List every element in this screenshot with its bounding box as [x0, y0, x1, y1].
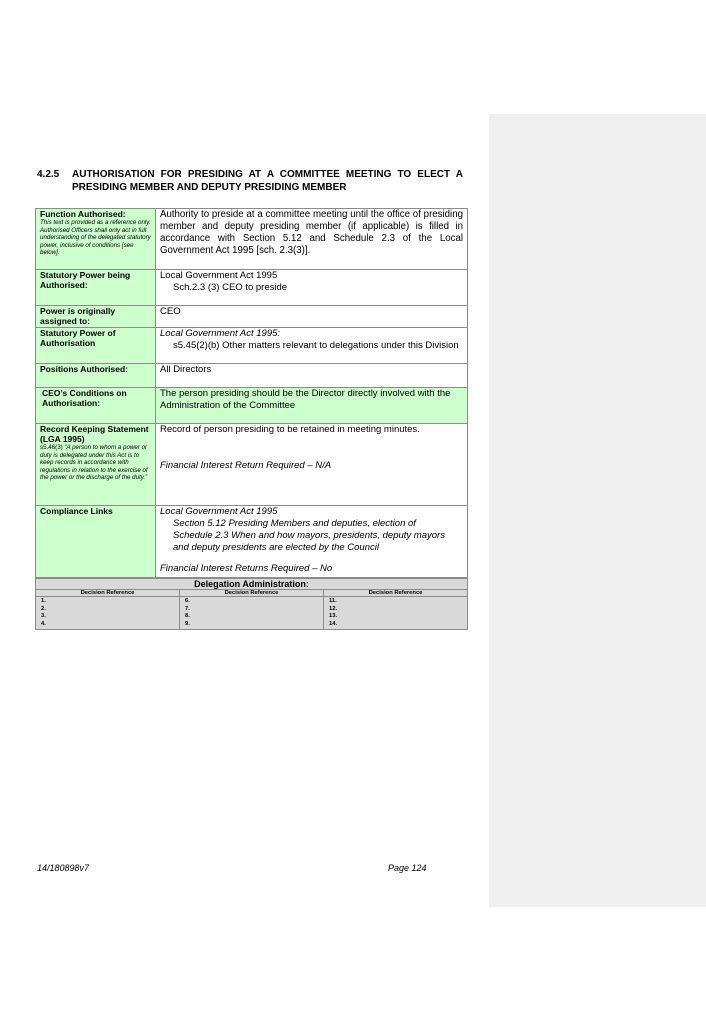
- label-statutory-power: Statutory Power being Authorised:: [36, 270, 156, 306]
- admin-item: 14.: [329, 620, 338, 627]
- value-positions: All Directors: [156, 364, 468, 388]
- note-record-keeping: [40, 444, 151, 482]
- cell-label: [36, 209, 156, 270]
- admin-header-1: Decision Reference: [36, 590, 180, 597]
- admin-item: 2.: [41, 605, 46, 612]
- footer-doc-ref: 14/180898v7: [37, 863, 90, 873]
- admin-item: 12.: [329, 605, 338, 612]
- label-compliance: Compliance Links: [36, 506, 156, 578]
- value-function: Authority to preside at a committee meeting until the office of presiding member and deputy presiding member (if applicable) is filled in accordance with Section 5.12 and Schedule 2.3 of the Local Government Act 1995 [sch. 2.3(3)].: [156, 209, 468, 270]
- admin-col-1: [36, 597, 180, 630]
- admin-item: 9.: [185, 620, 190, 627]
- admin-item: 7.: [185, 605, 190, 612]
- cell-record-keeping: [156, 424, 468, 506]
- record-keeping-line1: Record of person presiding to be retained in meeting minutes.: [160, 424, 420, 435]
- row-compliance: [36, 506, 468, 578]
- value-conditions: The person presiding should be the Director directly involved with the Administration of the Committee: [156, 388, 468, 424]
- cell-power-of-authorisation: [156, 328, 468, 364]
- cell-statutory-power: [156, 270, 468, 306]
- row-record-keeping: [36, 424, 468, 506]
- admin-item: 6.: [185, 598, 190, 604]
- note-record-keeping-ref: s5.46(3): [40, 444, 63, 451]
- footer-page-number: Page 124: [388, 863, 427, 873]
- admin-item: 3.: [41, 613, 46, 620]
- admin-col-3: [324, 597, 468, 630]
- row-power-of-authorisation: [36, 328, 468, 364]
- delegation-table: [35, 208, 468, 578]
- label-conditions: CEO’s Conditions on Authorisation:: [36, 388, 156, 424]
- label-originally-assigned: Power is originally assigned to:: [36, 306, 156, 328]
- row-function: [36, 209, 468, 270]
- compliance-line1: Local Government Act 1995: [160, 506, 278, 517]
- statutory-power-line2: Sch.2.3 (3) CEO to preside: [173, 282, 288, 293]
- power-of-authorisation-line1: Local Government Act 1995:: [160, 328, 281, 339]
- admin-item: 8.: [185, 613, 190, 620]
- admin-col-2: [180, 597, 324, 630]
- value-originally-assigned: CEO: [156, 306, 468, 328]
- admin-item: 11.: [329, 598, 337, 604]
- section-number: 4.2.5: [37, 169, 60, 180]
- label-record-keeping: Record Keeping Statement (LGA 1995): [40, 424, 149, 444]
- label-positions: Positions Authorised:: [36, 364, 156, 388]
- cell-compliance: [156, 506, 468, 578]
- admin-header-3: Decision Reference: [324, 590, 468, 597]
- section-title: AUTHORISATION FOR PRESIDING AT A COMMITTEE MEETING TO ELECT A PRESIDING MEMBER AND DEPUTY PRESIDING MEMBER: [72, 169, 463, 193]
- compliance-line2: Section 5.12 Presiding Members and deputies, election of: [173, 518, 416, 529]
- compliance-line3: Schedule 2.3 When and how mayors, presidents, deputy mayors and deputy presidents are elected by the Council: [173, 530, 445, 553]
- record-keeping-line2: Financial Interest Return Required – N/A: [160, 460, 332, 471]
- compliance-line4: Financial Interest Returns Required – No: [160, 563, 333, 574]
- delegation-admin-table: [35, 578, 468, 630]
- cell-label: [36, 424, 156, 506]
- row-positions: [36, 364, 468, 388]
- admin-title: Delegation Administration:: [36, 579, 468, 590]
- admin-item: 13.: [329, 613, 338, 620]
- row-conditions: [36, 388, 468, 424]
- note-record-keeping-text: “A person to whom a power or duty is delegated under this Act is to keep records in accordance with regulations in relation to the exercise of the power or the discharge of the duty.”: [40, 444, 148, 482]
- label-power-of-authorisation: Statutory Power of Authorisation: [36, 328, 156, 364]
- statutory-power-line1: Local Government Act 1995: [160, 270, 278, 281]
- comment-pane: [489, 114, 706, 907]
- row-originally-assigned: [36, 306, 468, 328]
- admin-header-2: Decision Reference: [180, 590, 324, 597]
- admin-item: 1.: [41, 598, 46, 604]
- row-statutory-power: [36, 270, 468, 306]
- admin-item: 4.: [41, 620, 46, 627]
- power-of-authorisation-line2: s5.45(2)(b) Other matters relevant to delegations under this Division: [173, 340, 459, 351]
- note-function: This text is provided as a reference only. Authorised Officers shall only act in full understanding of the delegated statutory power, inclusive of conditions [see below].: [40, 219, 151, 257]
- label-function: Function Authorised:: [40, 209, 126, 219]
